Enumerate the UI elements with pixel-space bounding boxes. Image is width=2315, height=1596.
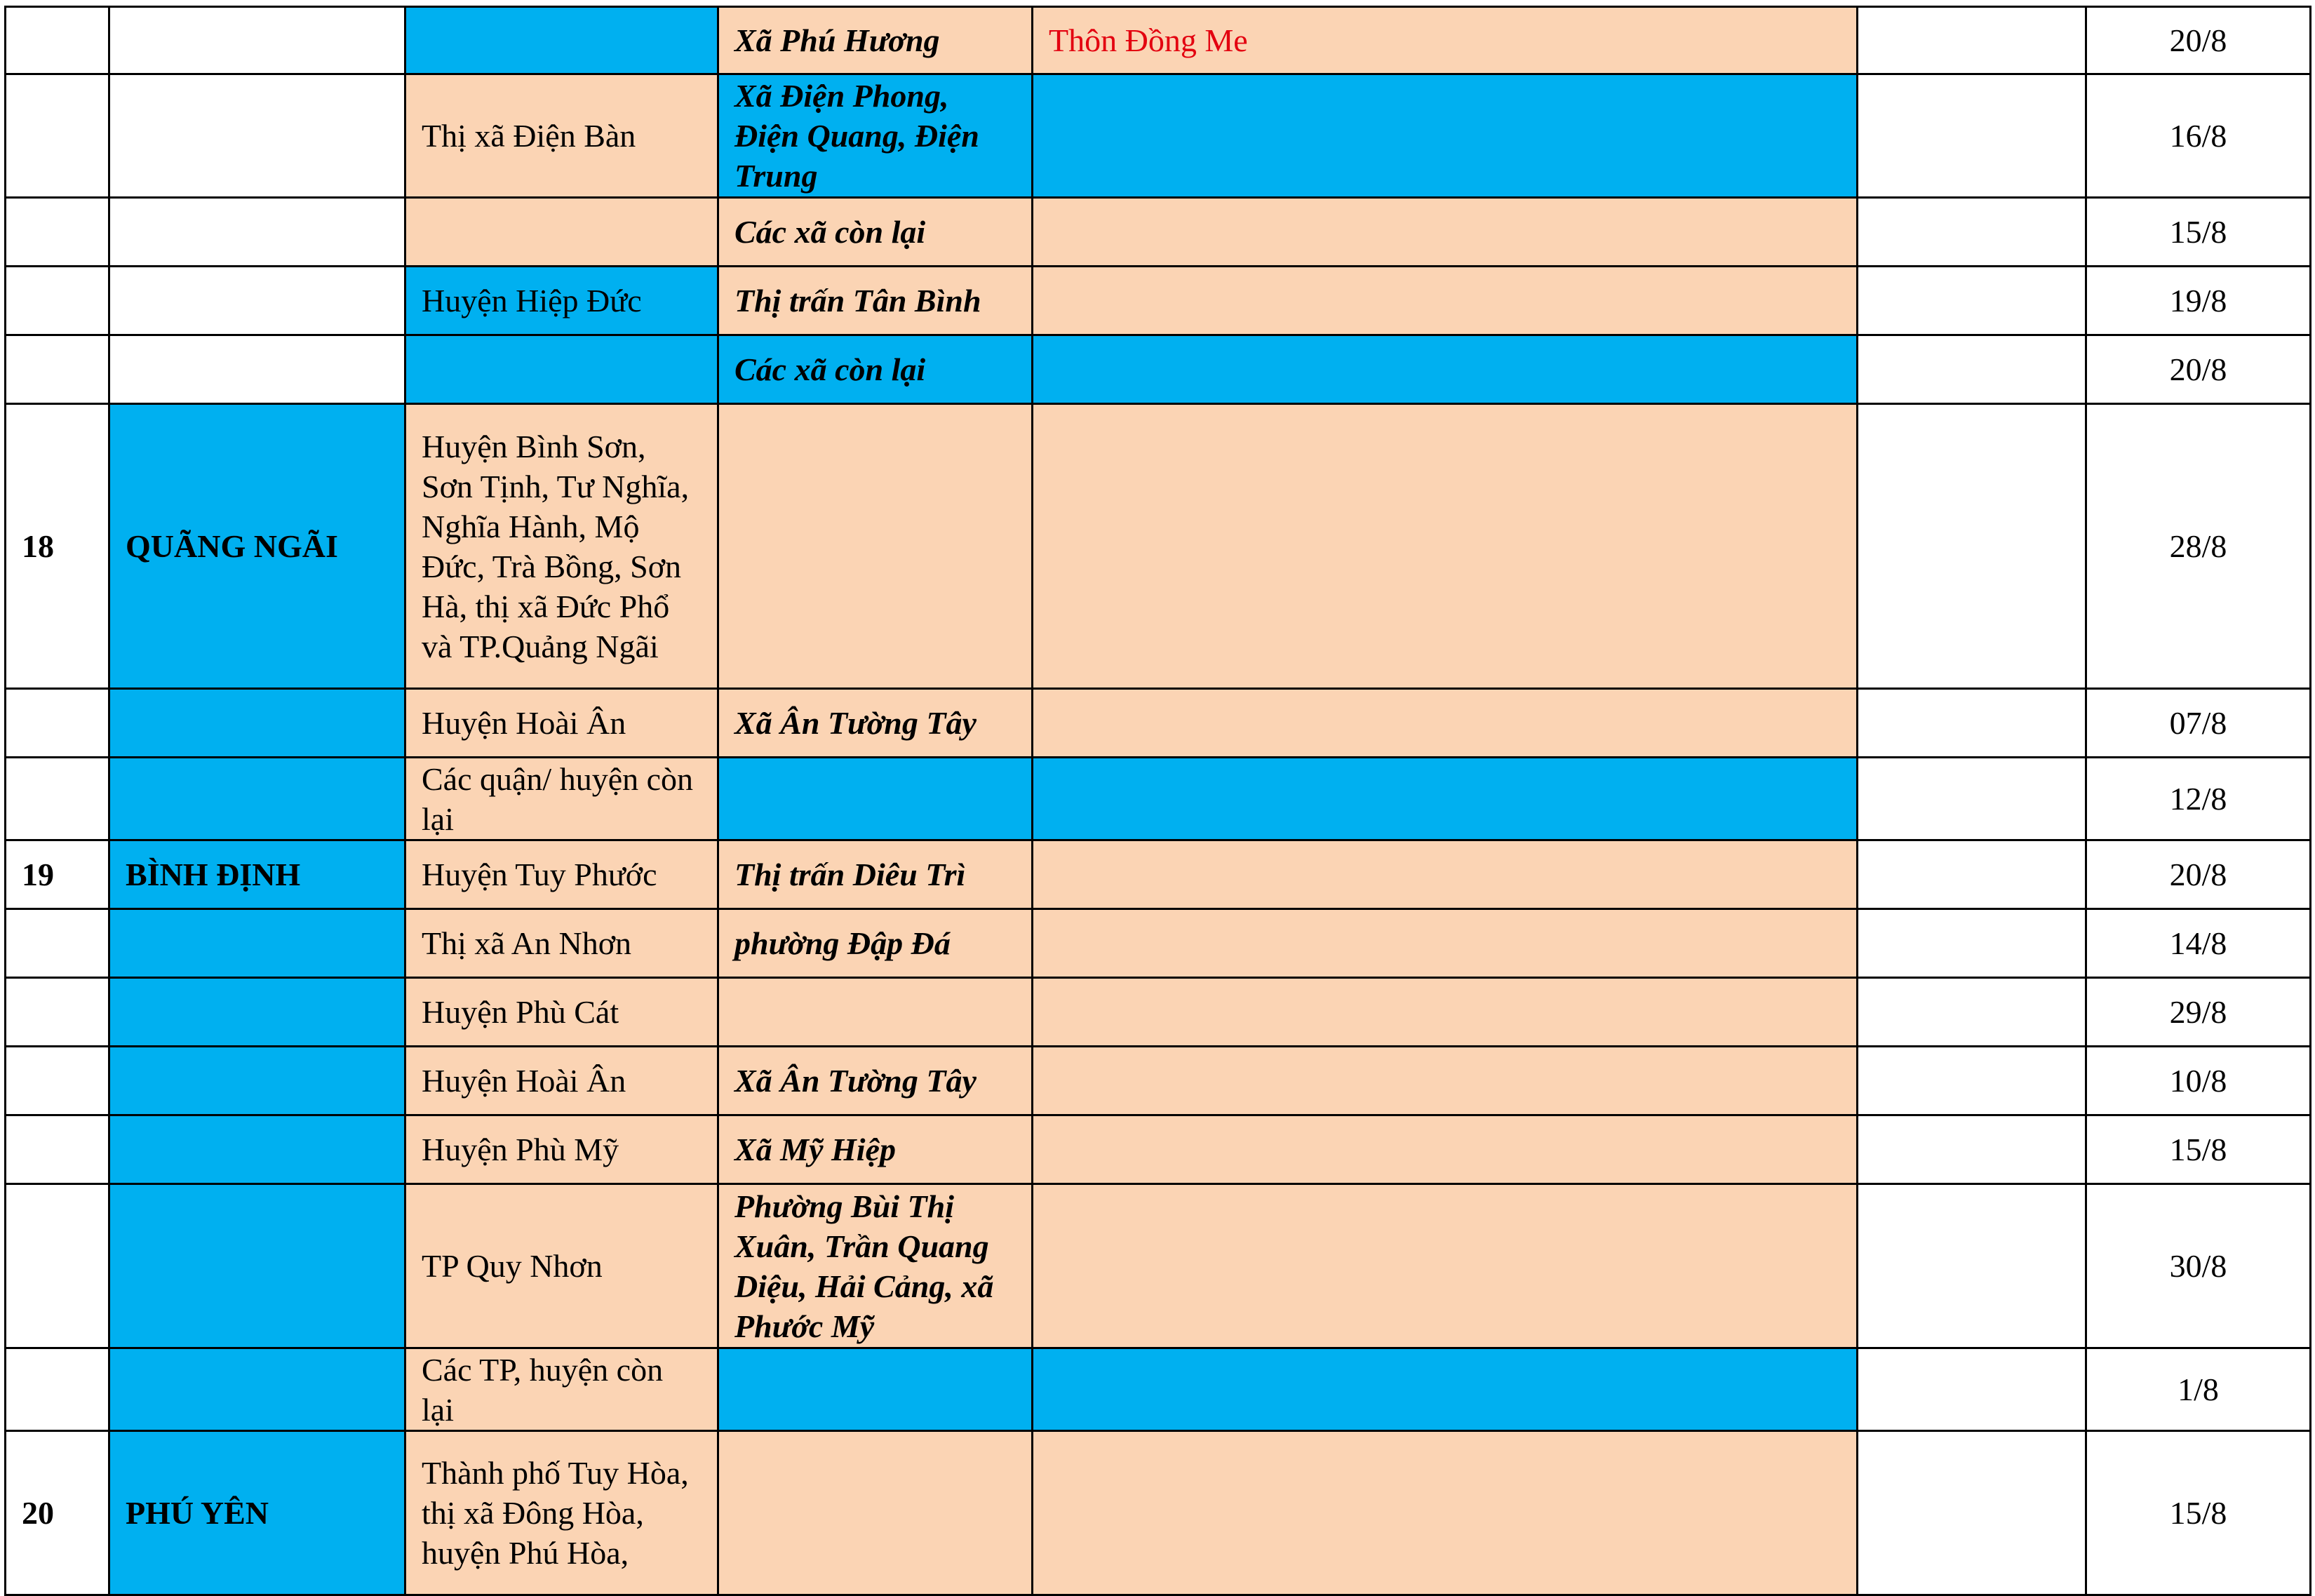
table-row bbox=[6, 689, 2311, 758]
ward-cell: Xã Phú Hương bbox=[718, 7, 1033, 74]
date-cell: 19/8 bbox=[2086, 267, 2311, 335]
date-cell: 20/8 bbox=[2086, 840, 2311, 909]
village-cell bbox=[1033, 1431, 1858, 1595]
stt-cell bbox=[6, 1115, 109, 1184]
stt-cell bbox=[6, 909, 109, 978]
table-row bbox=[6, 840, 2311, 909]
stt-cell bbox=[6, 1348, 109, 1431]
stt-cell: 20 bbox=[6, 1431, 109, 1595]
village-cell bbox=[1033, 1184, 1858, 1348]
ward-cell: Xã Mỹ Hiệp bbox=[718, 1115, 1033, 1184]
district-cell: Các quận/ huyện còn lại bbox=[405, 758, 718, 840]
province-cell: QUÃNG NGÃI bbox=[109, 404, 405, 689]
ward-cell: Các xã còn lại bbox=[718, 198, 1033, 267]
table-row bbox=[6, 1184, 2311, 1348]
ward-cell: Xã Điện Phong, Điện Quang, Điện Trung bbox=[718, 74, 1033, 198]
note-cell bbox=[1858, 267, 2086, 335]
village-cell bbox=[1033, 758, 1858, 840]
note-cell bbox=[1858, 1348, 2086, 1431]
district-cell: Huyện Bình Sơn, Sơn Tịnh, Tư Nghĩa, Nghĩa Hành, Mộ Đức, Trà Bồng, Sơn Hà, thị xã Đức Phổ và TP.Quảng Ngãi bbox=[405, 404, 718, 689]
ward-cell: Các xã còn lại bbox=[718, 335, 1033, 404]
province-cell bbox=[109, 74, 405, 198]
date-cell: 14/8 bbox=[2086, 909, 2311, 978]
village-cell: Thôn Đồng Me bbox=[1033, 7, 1858, 74]
village-cell bbox=[1033, 909, 1858, 978]
province-cell bbox=[109, 1047, 405, 1115]
province-cell bbox=[109, 1115, 405, 1184]
table-row bbox=[6, 1431, 2311, 1595]
stt-cell bbox=[6, 978, 109, 1047]
village-cell bbox=[1033, 404, 1858, 689]
table-row bbox=[6, 1047, 2311, 1115]
district-cell: Các TP, huyện còn lại bbox=[405, 1348, 718, 1431]
table-row bbox=[6, 404, 2311, 689]
table-row bbox=[6, 335, 2311, 404]
table-row bbox=[6, 978, 2311, 1047]
village-cell bbox=[1033, 1115, 1858, 1184]
date-cell: 30/8 bbox=[2086, 1184, 2311, 1348]
village-cell bbox=[1033, 267, 1858, 335]
village-cell bbox=[1033, 74, 1858, 198]
province-cell: BÌNH ĐỊNH bbox=[109, 840, 405, 909]
note-cell bbox=[1858, 1431, 2086, 1595]
note-cell bbox=[1858, 1047, 2086, 1115]
ward-cell: phường Đập Đá bbox=[718, 909, 1033, 978]
note-cell bbox=[1858, 978, 2086, 1047]
date-cell: 28/8 bbox=[2086, 404, 2311, 689]
table-row bbox=[6, 1115, 2311, 1184]
note-cell bbox=[1858, 909, 2086, 978]
stt-cell bbox=[6, 758, 109, 840]
province-cell bbox=[109, 1348, 405, 1431]
ward-cell: Thị trấn Tân Bình bbox=[718, 267, 1033, 335]
province-cell bbox=[109, 335, 405, 404]
table-row bbox=[6, 198, 2311, 267]
province-cell bbox=[109, 267, 405, 335]
date-cell: 15/8 bbox=[2086, 1115, 2311, 1184]
date-cell: 07/8 bbox=[2086, 689, 2311, 758]
date-cell: 29/8 bbox=[2086, 978, 2311, 1047]
stt-cell: 19 bbox=[6, 840, 109, 909]
table-row bbox=[6, 1348, 2311, 1431]
stt-cell: 18 bbox=[6, 404, 109, 689]
ward-cell: Xã Ân Tường Tây bbox=[718, 689, 1033, 758]
stt-cell bbox=[6, 689, 109, 758]
note-cell bbox=[1858, 1184, 2086, 1348]
ward-cell bbox=[718, 1431, 1033, 1595]
province-cell bbox=[109, 758, 405, 840]
ward-cell: Phường Bùi Thị Xuân, Trần Quang Diệu, Hải Cảng, xã Phước Mỹ bbox=[718, 1184, 1033, 1348]
village-cell bbox=[1033, 198, 1858, 267]
note-cell bbox=[1858, 7, 2086, 74]
table-row bbox=[6, 7, 2311, 74]
district-cell: Huyện Hoài Ân bbox=[405, 689, 718, 758]
village-cell bbox=[1033, 689, 1858, 758]
date-cell: 16/8 bbox=[2086, 74, 2311, 198]
ward-cell: Thị trấn Diêu Trì bbox=[718, 840, 1033, 909]
note-cell bbox=[1858, 198, 2086, 267]
district-cell bbox=[405, 335, 718, 404]
ward-cell bbox=[718, 404, 1033, 689]
district-cell: Thị xã Điện Bàn bbox=[405, 74, 718, 198]
ward-cell bbox=[718, 1348, 1033, 1431]
note-cell bbox=[1858, 758, 2086, 840]
date-cell: 12/8 bbox=[2086, 758, 2311, 840]
district-cell: TP Quy Nhơn bbox=[405, 1184, 718, 1348]
note-cell bbox=[1858, 689, 2086, 758]
note-cell bbox=[1858, 840, 2086, 909]
date-cell: 15/8 bbox=[2086, 1431, 2311, 1595]
province-cell bbox=[109, 978, 405, 1047]
district-cell: Huyện Hiệp Đức bbox=[405, 267, 718, 335]
stt-cell bbox=[6, 7, 109, 74]
table-row bbox=[6, 74, 2311, 198]
stt-cell bbox=[6, 1047, 109, 1115]
note-cell bbox=[1858, 74, 2086, 198]
village-cell bbox=[1033, 978, 1858, 1047]
district-cell bbox=[405, 7, 718, 74]
stt-cell bbox=[6, 1184, 109, 1348]
village-cell bbox=[1033, 335, 1858, 404]
district-cell bbox=[405, 198, 718, 267]
district-cell: Huyện Phù Mỹ bbox=[405, 1115, 718, 1184]
district-cell: Huyện Tuy Phước bbox=[405, 840, 718, 909]
table-row bbox=[6, 758, 2311, 840]
date-cell: 10/8 bbox=[2086, 1047, 2311, 1115]
province-cell bbox=[109, 7, 405, 74]
province-cell bbox=[109, 198, 405, 267]
province-cell bbox=[109, 909, 405, 978]
table-row bbox=[6, 909, 2311, 978]
ward-cell: Xã Ân Tường Tây bbox=[718, 1047, 1033, 1115]
stt-cell bbox=[6, 335, 109, 404]
date-cell: 20/8 bbox=[2086, 7, 2311, 74]
note-cell bbox=[1858, 1115, 2086, 1184]
date-cell: 15/8 bbox=[2086, 198, 2311, 267]
date-cell: 1/8 bbox=[2086, 1348, 2311, 1431]
province-cell: PHÚ YÊN bbox=[109, 1431, 405, 1595]
district-cell: Thành phố Tuy Hòa, thị xã Đông Hòa, huyện Phú Hòa, bbox=[405, 1431, 718, 1595]
ward-cell bbox=[718, 758, 1033, 840]
province-cell bbox=[109, 1184, 405, 1348]
district-cell: Huyện Phù Cát bbox=[405, 978, 718, 1047]
schedule-table bbox=[4, 6, 2311, 1596]
date-cell: 20/8 bbox=[2086, 335, 2311, 404]
province-cell bbox=[109, 689, 405, 758]
village-cell bbox=[1033, 1348, 1858, 1431]
village-cell bbox=[1033, 1047, 1858, 1115]
stt-cell bbox=[6, 198, 109, 267]
district-cell: Thị xã An Nhơn bbox=[405, 909, 718, 978]
district-cell: Huyện Hoài Ân bbox=[405, 1047, 718, 1115]
table-row bbox=[6, 267, 2311, 335]
village-cell bbox=[1033, 840, 1858, 909]
stt-cell bbox=[6, 74, 109, 198]
note-cell bbox=[1858, 404, 2086, 689]
ward-cell bbox=[718, 978, 1033, 1047]
stt-cell bbox=[6, 267, 109, 335]
note-cell bbox=[1858, 335, 2086, 404]
